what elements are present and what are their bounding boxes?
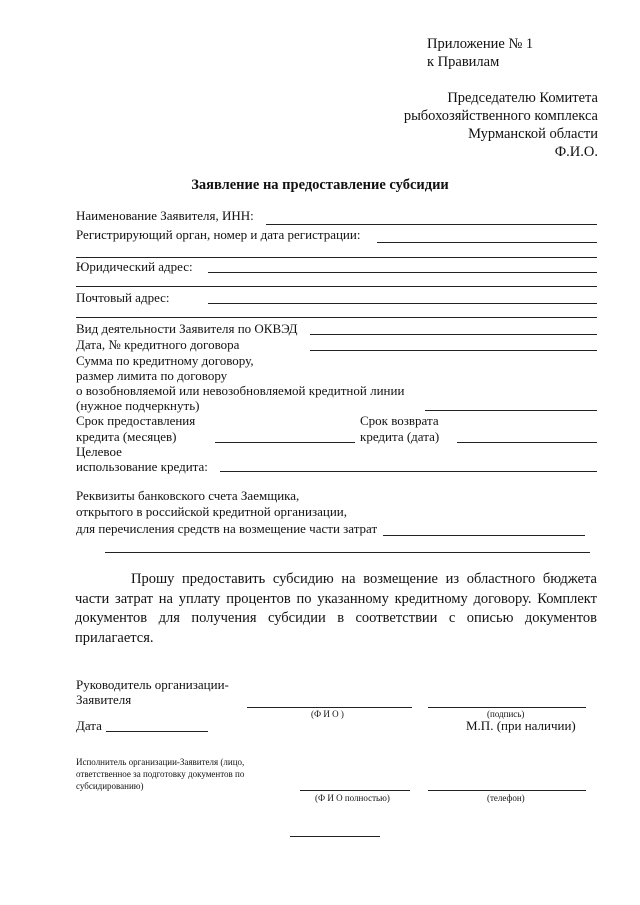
field-registration-line-2[interactable] [76,257,597,258]
field-postal-address-line-2[interactable] [76,317,597,318]
field-credit-sum-label-2: размер лимита по договору [76,368,228,383]
executor-label-2: ответственное за подготовку документов по [76,769,245,779]
field-legal-address-line[interactable] [208,272,597,273]
executor-fio-caption: (Ф И О полностью) [315,793,390,803]
field-purpose-label-1: Целевое [76,444,122,459]
field-bank-line-2[interactable] [105,552,590,553]
document-title: Заявление на предоставление субсидии [191,177,449,193]
field-return-label-1: Срок возврата [360,413,439,428]
head-fio-line[interactable] [247,707,412,708]
field-term-line[interactable] [215,442,355,443]
head-signature-line[interactable] [428,707,586,708]
addressee-line-2: рыбохозяйственного комплекса [403,108,598,124]
executor-label-1: Исполнитель организации-Заявителя (лицо, [76,757,245,767]
appendix-number: Приложение № 1 [427,36,534,52]
executor-fio-line[interactable] [300,790,410,791]
field-bank-label-3: для перечисления средств на возмещение части затрат [76,521,378,536]
stamp-label: М.П. (при наличии) [466,718,576,733]
field-bank-line[interactable] [383,535,585,536]
field-purpose-label-2: использование кредита: [76,459,208,474]
footer-line [290,836,380,837]
appendix-rules: к Правилам [427,54,500,70]
executor-phone-line[interactable] [428,790,586,791]
field-bank-label-1: Реквизиты банковского счета Заемщика, [76,488,300,503]
executor-phone-caption: (телефон) [487,793,525,803]
field-applicant-name-line[interactable] [266,224,597,225]
executor-label-3: субсидированию) [76,781,144,791]
field-registration-line[interactable] [377,242,597,243]
head-fio-caption: (Ф И О ) [311,709,344,719]
field-return-line[interactable] [457,442,597,443]
field-return-label-2: кредита (дата) [360,429,440,444]
field-purpose-line[interactable] [220,471,597,472]
field-credit-sum-label-1: Сумма по кредитному договору, [76,353,254,368]
field-okved-label: Вид деятельности Заявителя по ОКВЭД [76,321,298,336]
field-legal-address-label: Юридический адрес: [76,259,193,274]
head-label-1: Руководитель организации- [76,677,229,692]
field-term-label-1: Срок предоставления [76,413,196,428]
addressee-line-3: Мурманской области [468,126,598,142]
field-okved-line[interactable] [310,334,597,335]
field-applicant-name-label: Наименование Заявителя, ИНН: [76,208,254,223]
field-postal-address-line[interactable] [208,303,597,304]
addressee-line-1: Председателю Комитета [447,90,598,106]
date-label: Дата [76,718,102,733]
head-label-2: Заявителя [76,692,132,707]
field-bank-label-2: открытого в российской кредитной организации, [76,504,348,519]
date-line[interactable] [106,731,208,732]
addressee-line-4: Ф.И.О. [554,144,598,160]
field-registration-label: Регистрирующий орган, номер и дата регистрации: [76,227,361,242]
field-credit-date-line[interactable] [310,350,597,351]
field-credit-sum-line[interactable] [425,410,597,411]
request-paragraph: Прошу предоставить субсидию на возмещение из областного бюджета части затрат на уплату процентов по указанному кредитному договору. Комплект документов для получения субсидии в соответствии с описью документов прилагается. [75,571,597,646]
head-signature-caption: (подпись) [487,709,525,719]
field-credit-date-label: Дата, № кредитного договора [76,337,240,352]
field-term-label-2: кредита (месяцев) [76,429,177,444]
field-credit-sum-label-4: (нужное подчеркнуть) [76,398,200,413]
field-credit-sum-label-3: о возобновляемой или невозобновляемой кредитной линии [76,383,405,398]
field-legal-address-line-2[interactable] [76,286,597,287]
field-postal-address-label: Почтовый адрес: [76,290,170,305]
